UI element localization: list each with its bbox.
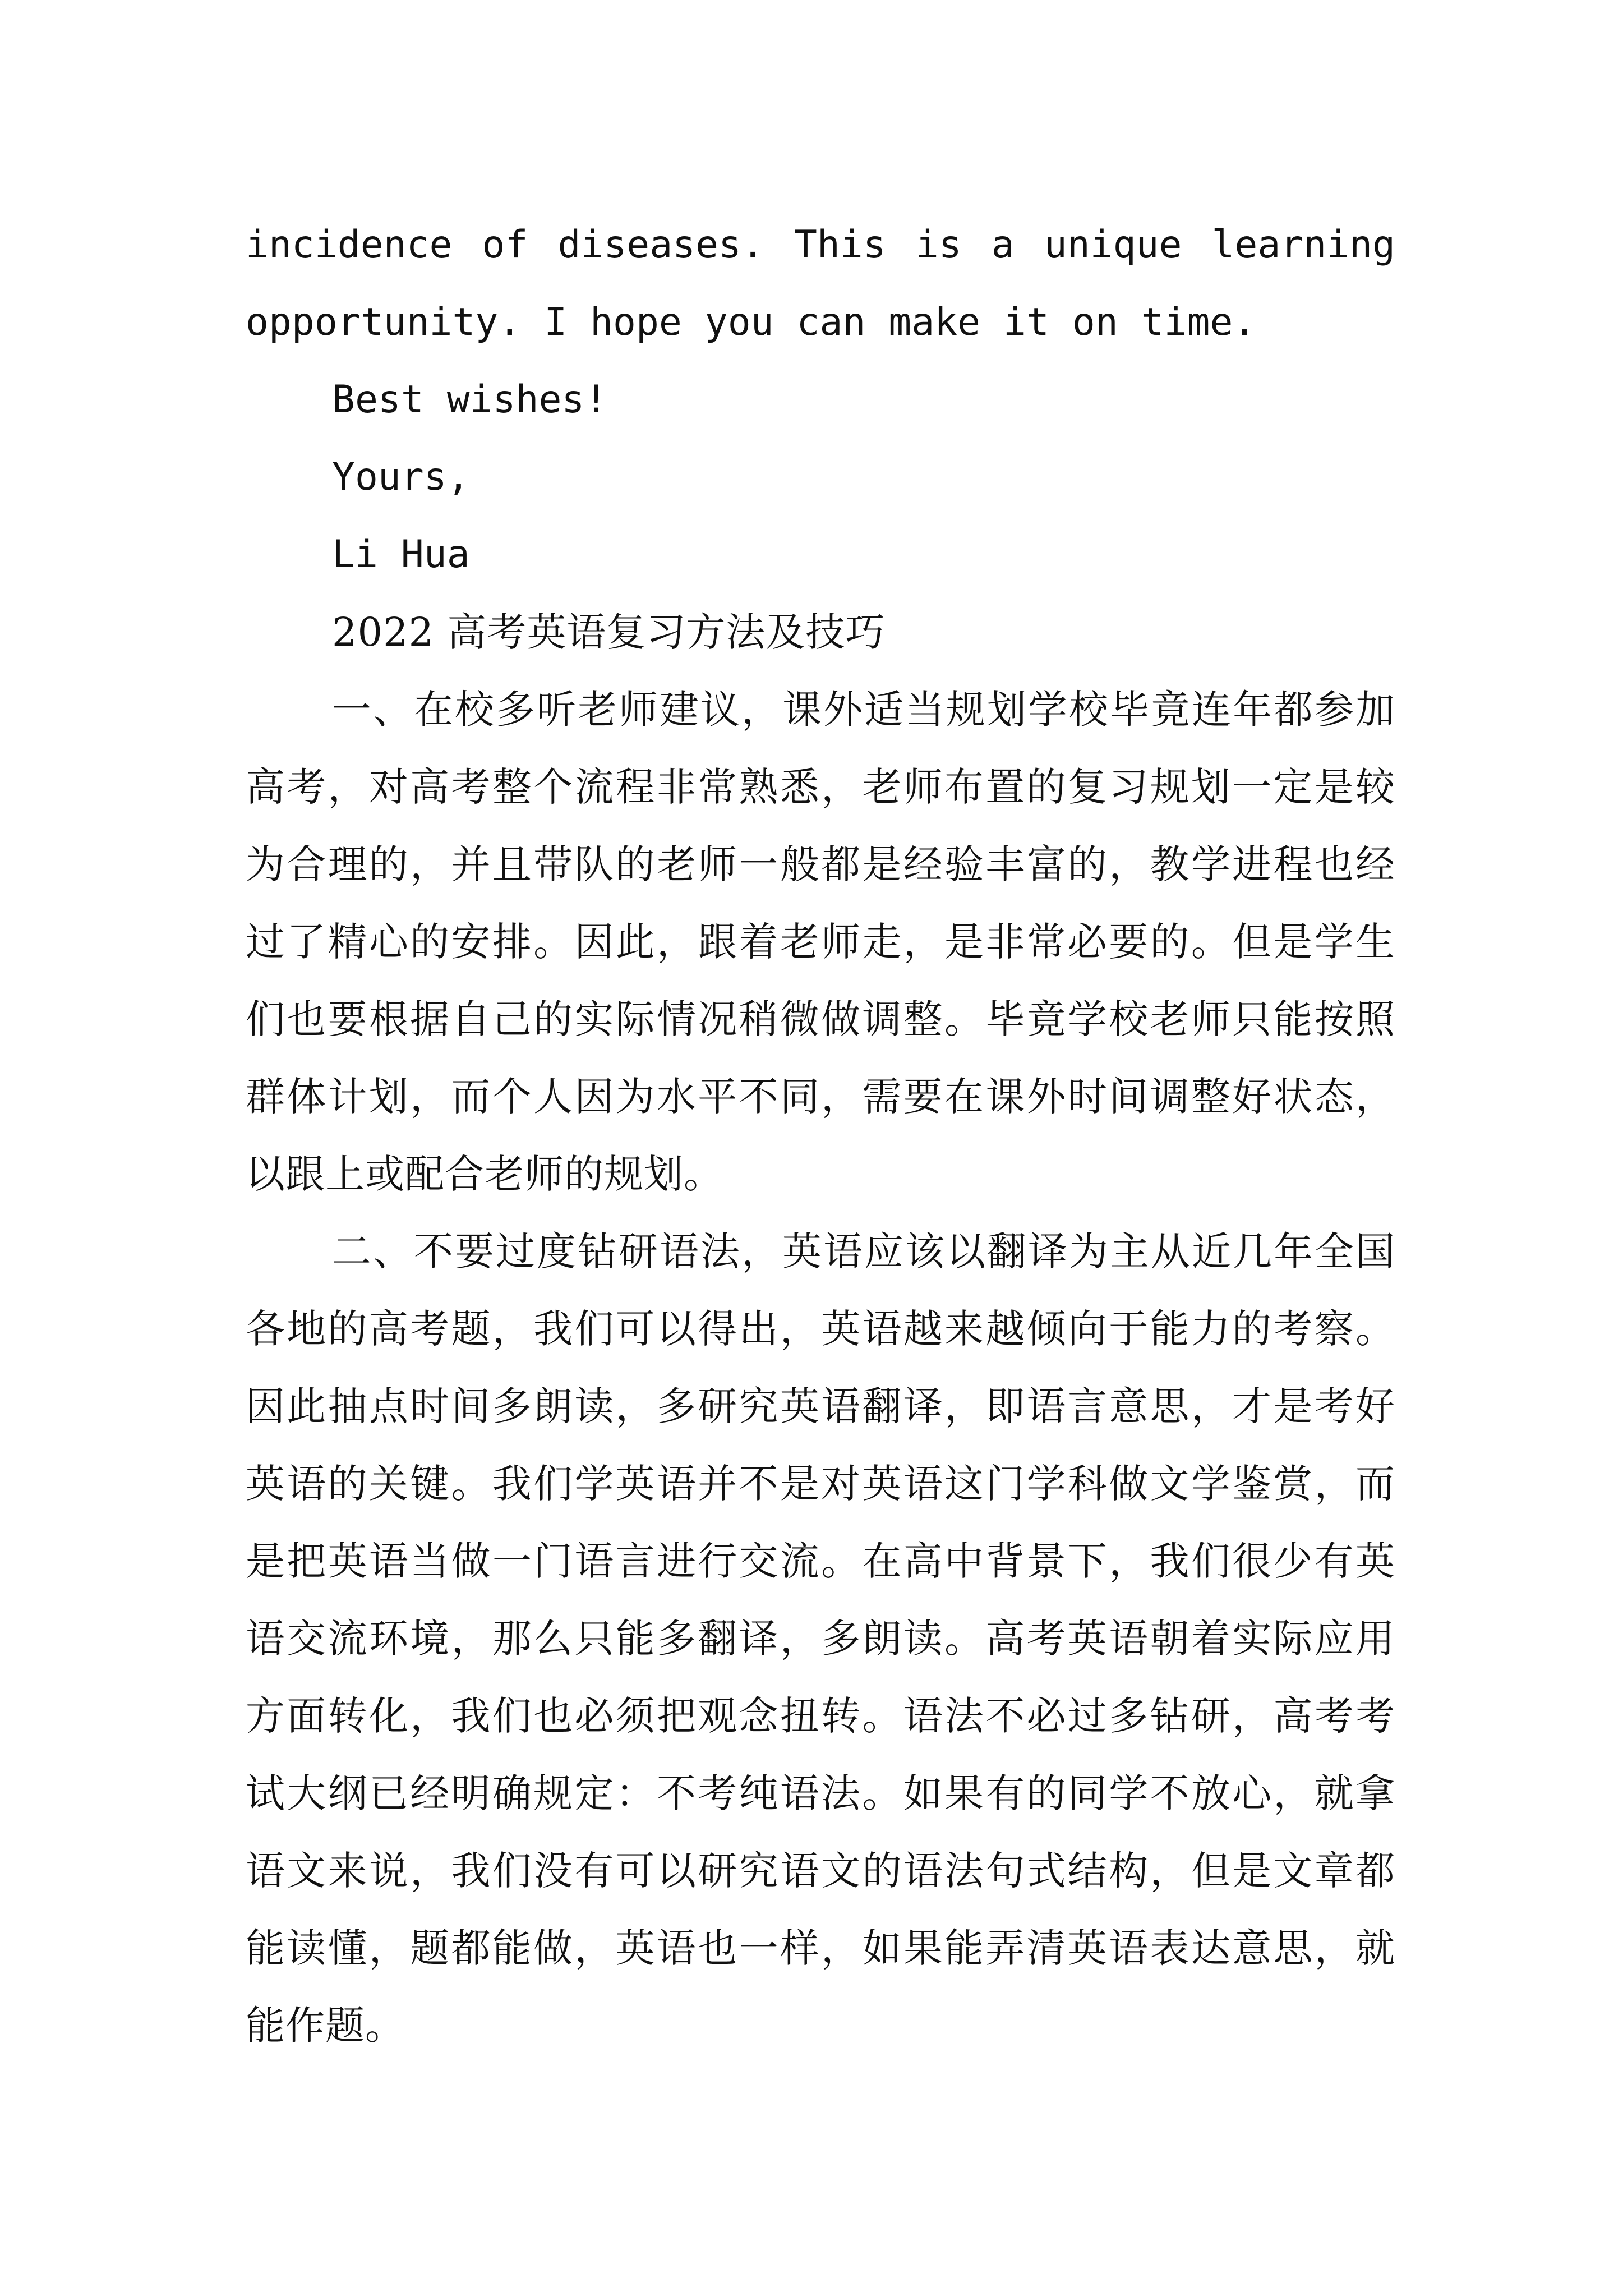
article [246, 593, 1395, 2064]
letter-wishes: Best wishes! [332, 378, 608, 422]
letter-signature: Li Hua [332, 532, 470, 577]
letter-closing [246, 206, 1395, 593]
article-title: 2022 高考英语复习方法及技巧 [332, 609, 886, 655]
letter-line-2: opportunity. I hope you can make it on time. [246, 300, 1256, 344]
article-paragraph-1: 一、在校多听老师建议，课外适当规划学校毕竟连年都参加高考，对高考整个流程非常熟悉，老师布置的复习规划一定是较为合理的，并且带队的老师一般都是经验丰富的，教学进程也经过了精心的安排。因此，跟着老师走，是非常必要的。但是学生们也要根据自己的实际情况稍微做调整。毕竟学校老师只能按照群体计划，而个人因为水平不同，需要在课外时间调整好状态，以跟上或配合老师的规划。 [246, 687, 1395, 1197]
letter-yours: Yours, [332, 455, 470, 499]
letter-line-1: incidence of diseases. This is a unique learning [246, 223, 1395, 267]
article-paragraph-2: 二、不要过度钻研语法，英语应该以翻译为主从近几年全国各地的高考题，我们可以得出，英语越来越倾向于能力的考察。因此抽点时间多朗读，多研究英语翻译，即语言意思，才是考好英语的关键。我们学英语并不是对英语这门学科做文学鉴赏，而是把英语当做一门语言进行交流。在高中背景下，我们很少有英语交流环境，那么只能多翻译，多朗读。高考英语朝着实际应用方面转化，我们也必须把观念扭转。语法不必过多钻研，高考考试大纲已经明确规定：不考纯语法。如果有的同学不放心，就拿语文来说，我们没有可以研究语文的语法句式结构，但是文章都能读懂，题都能做，英语也一样，如果能弄清英语表达意思，就能作题。 [246, 1228, 1395, 2049]
